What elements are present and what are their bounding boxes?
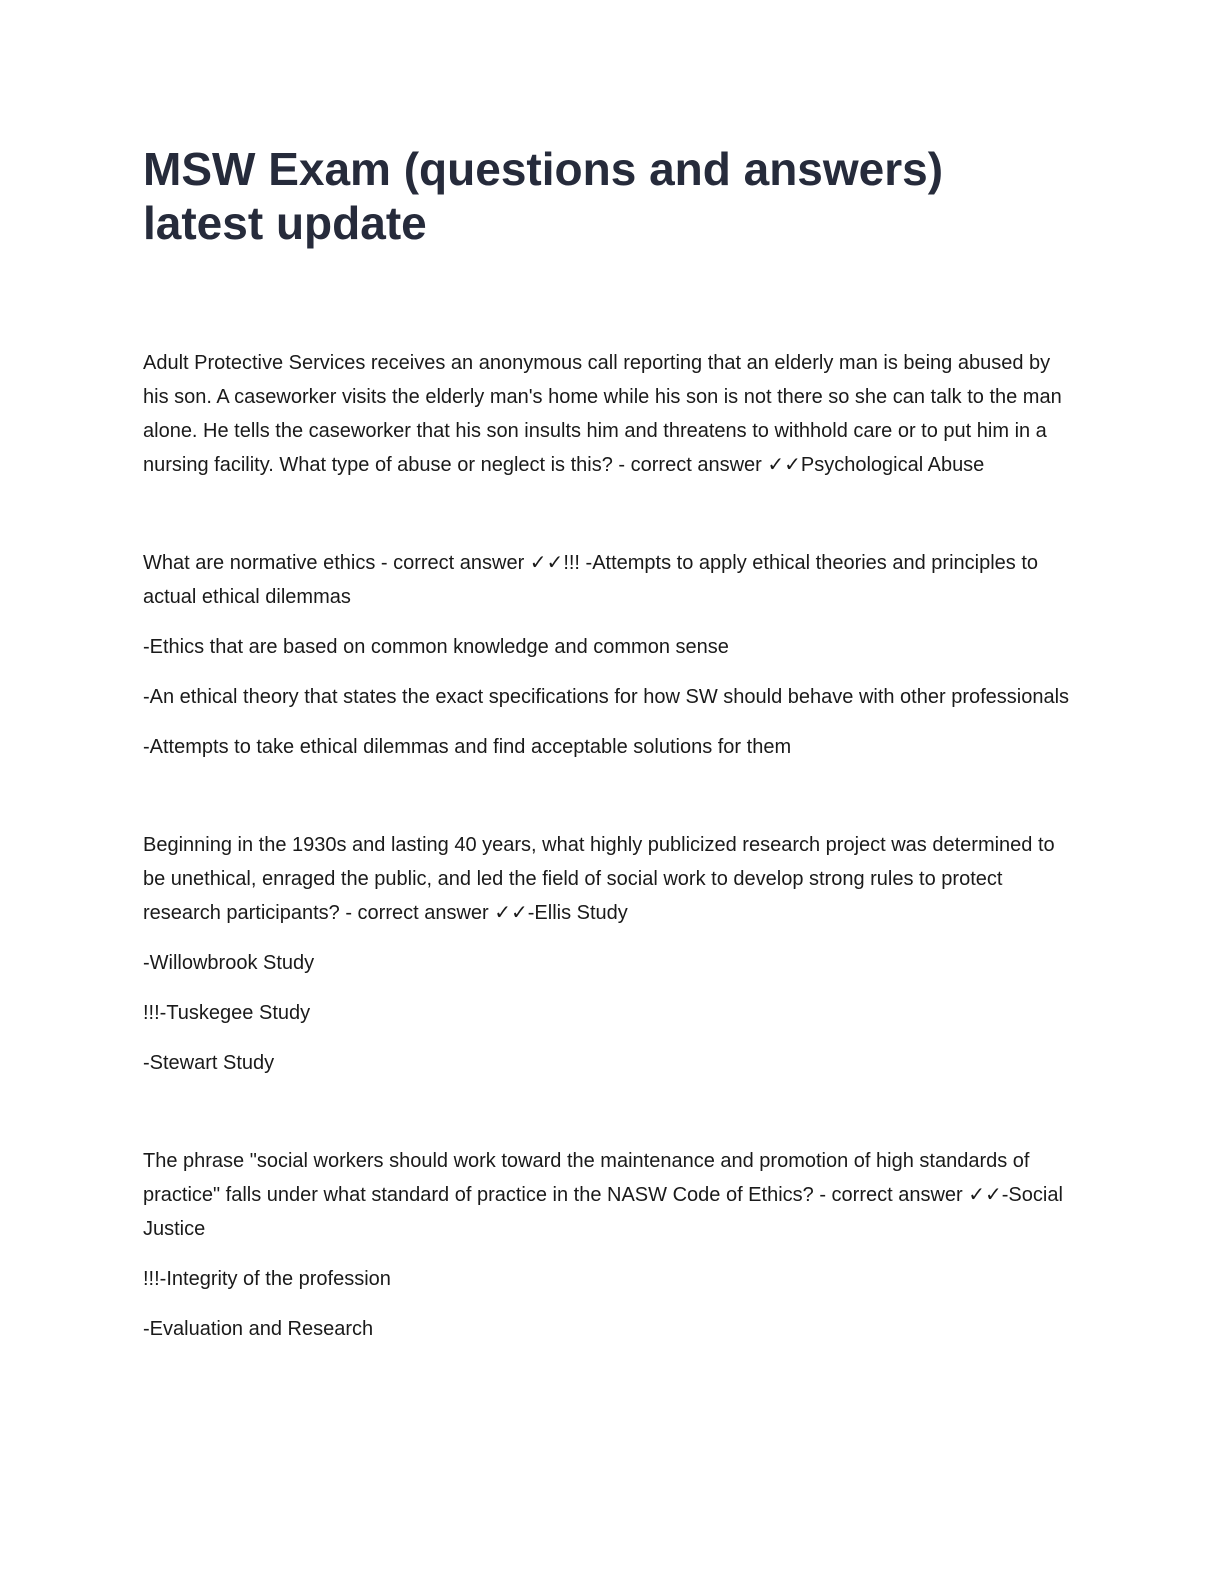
document-page — [143, 142, 1073, 1346]
question-text: What are normative ethics - correct answer ✓✓!!! -Attempts to apply ethical theories and principles to actual ethical dilemmas — [143, 552, 1038, 608]
qa-list — [143, 346, 1073, 1346]
question-text: The phrase "social workers should work toward the maintenance and promotion of high standards of practice" falls under what standard of practice in the NASW Code of Ethics? - correct answer ✓✓-Social Justice — [143, 1150, 1063, 1240]
question-text: Beginning in the 1930s and lasting 40 years, what highly publicized research project was determined to be unethical, enraged the public, and led the field of social work to develop strong rules to protect research participants? - correct answer ✓✓-Ellis Study — [143, 834, 1055, 924]
qa-item-3 — [143, 828, 1073, 1080]
answer-option: -Ethics that are based on common knowledge and common sense — [143, 636, 729, 658]
answer-option: -Stewart Study — [143, 1052, 275, 1074]
qa-item-2 — [143, 546, 1073, 764]
answer-option: !!!-Tuskegee Study — [143, 1002, 311, 1024]
answer-option: -Evaluation and Research — [143, 1318, 374, 1340]
question-text: Adult Protective Services receives an anonymous call reporting that an elderly man is being abused by his son. A caseworker visits the elderly man's home while his son is not there so she can talk to the man alone. He tells the caseworker that his son insults him and threatens to withhold care or to put him in a nursing facility. What type of abuse or neglect is this? - correct answer ✓✓Psychological Abuse — [143, 352, 1062, 476]
document-title: MSW Exam (questions and answers) latest update — [143, 143, 944, 249]
qa-item-4 — [143, 1144, 1073, 1346]
answer-option: -Willowbrook Study — [143, 952, 315, 974]
answer-option: -Attempts to take ethical dilemmas and find acceptable solutions for them — [143, 736, 792, 758]
answer-option: !!!-Integrity of the profession — [143, 1268, 391, 1290]
qa-item-1 — [143, 346, 1073, 482]
answer-option: -An ethical theory that states the exact specifications for how SW should behave with other professionals — [143, 686, 1070, 708]
